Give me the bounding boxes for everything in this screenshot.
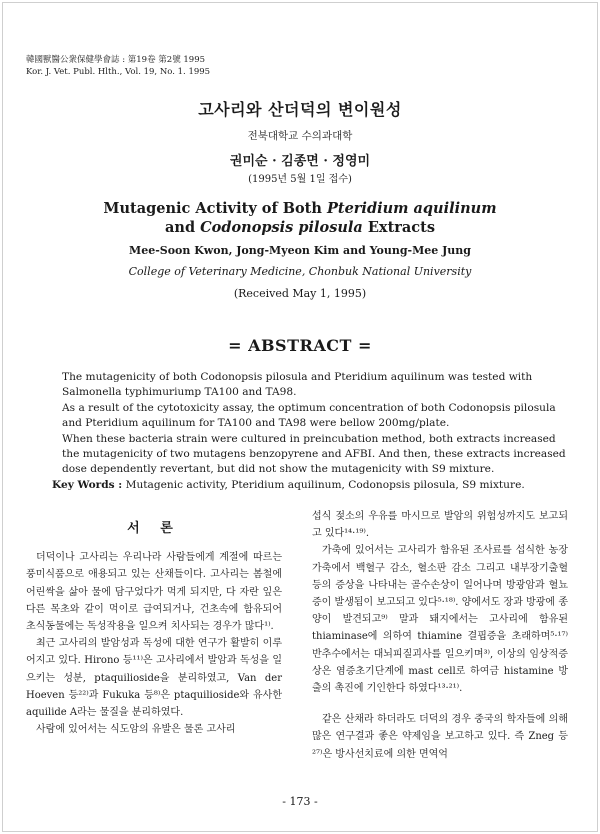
title-en-and: and — [165, 219, 201, 236]
authors-korean: 권미순 · 김종면 · 정영미 — [229, 154, 371, 169]
body-paragraph: 가축에 있어서는 고사리가 함유된 조사료를 섭식한 농장가축에서 백혈구 감소, 혈소판 감소 그리고 내부장기출혈 등의 증상을 나타내는 골수손상이 일어나며 방광암과 혈뇨증이 발생됨이 보고되고 있다⁵·¹⁸⁾. 양에서도 장과 방광에 종양이 발견되고⁹⁾ 말과 돼지에서는 고사리에 함유된 thiaminase에 의하여 thiamine 결핍증을 초래하며⁵·¹⁷⁾ 반추수에서는 대뇌피질괴사를 일으키며³⁾, 이상의 임상적증상은 염증초기단계에 mast cell로 하여금 histamine 방출의 촉진에 기인한다 하였다¹³·²¹⁾. — [312, 545, 568, 695]
received-korean: (1995년 5월 1일 접수) — [248, 174, 352, 185]
body-paragraph: 사람에 있어서는 식도암의 유발은 물론 고사리 — [36, 724, 236, 736]
title-english-line2 — [0, 219, 600, 236]
page-number: - 173 - — [282, 795, 318, 808]
abstract-paragraph: As a result of the cytotoxicity assay, the optimum concentration of both Codonopsis pilosula and Pteridium aquilinum for TA100 and TA98 were bellow 200mg/plate. — [62, 401, 556, 430]
title-english-line1 — [0, 200, 600, 217]
left-column — [26, 520, 282, 738]
received-english: (Received May 1, 1995) — [233, 287, 367, 300]
title-en-text: Mutagenic Activity of Both — [103, 200, 327, 217]
journal-line-en: Kor. J. Vet. Publ. Hlth., Vol. 19, No. 1. 1995 — [26, 67, 211, 77]
title-en-extracts: Extracts — [362, 219, 435, 236]
keywords-label: Key Words : — [52, 479, 123, 491]
keywords-text: Mutagenic activity, Pteridium aquilinum, Codonopsis pilosula, S9 mixture. — [125, 479, 525, 491]
body-paragraph: 더덕이나 고사리는 우리나라 사람들에게 계절에 따르는 풍미식품으로 애용되고 있는 산채들이다. 고사리는 봄철에 어린싹을 삶아 물에 담구었다가 먹게 되지만, 다 자란 잎은 다른 목초와 같이 먹이로 급여되거나, 건초속에 함유되어 초식동물에는 독성작용을 일으켜 치사되는 경우가 많다¹⁾. — [26, 552, 282, 633]
abstract-paragraph: When these bacteria strain were cultured in preincubation method, both extracts increased the mutagenicity of two mutagens benzopyrene and AFBI. And then, these extracts increased dose dependently revertant, but did not show the mutagenicity with S9 mixture. — [62, 432, 566, 476]
keywords — [52, 478, 582, 492]
abstract-heading: = ABSTRACT = — [228, 336, 372, 355]
journal-line-ko: 韓國獸醫公衆保健學會誌 : 第19卷 第2號 1995 — [26, 55, 206, 65]
journal-header — [26, 54, 210, 78]
authors-english: Mee-Soon Kwon, Jong-Myeon Kim and Young-Mee Jung — [129, 244, 471, 257]
body-paragraph: 최근 고사리의 발암성과 독성에 대한 연구가 활발히 이루어지고 있다. Hirono 등¹¹⁾은 고사리에서 발암과 독성을 일으키는 성분, ptaquilioside을 분리하였고, Van der Hoeven 등²²⁾과 Fukuka 등⁸⁾은 ptaquilioside와 유사한 aquilide A라는 물질을 분리하였다. — [26, 638, 282, 719]
body-paragraph: 같은 산채라 하더라도 더덕의 경우 중국의 학자들에 의해 많은 연구결과 좋은 약제임을 보고하고 있다. 즉 Zneg 등²⁷⁾은 방사선치료에 의한 면역억 — [312, 714, 568, 760]
affiliation-english: College of Veterinary Medicine, Chonbuk National University — [128, 265, 472, 278]
affiliation-korean: 전북대학교 수의과대학 — [247, 130, 353, 142]
right-column — [312, 508, 568, 763]
abstract-body — [62, 370, 574, 478]
title-en-species1: Pteridium aquilinum — [326, 200, 497, 217]
body-paragraph: 섭식 젖소의 우유를 마시므로 발암의 위험성까지도 보고되고 있다¹⁴·¹⁹⁾. — [312, 511, 568, 540]
title-en-species2: Codonopsis pilosula — [200, 219, 363, 236]
abstract-paragraph: The mutagenicity of both Codonopsis pilosula and Pteridium aquilinum was tested with Salmonella typhimuriump TA100 and TA98. — [62, 371, 533, 399]
section-heading-intro: 서 론 — [127, 521, 181, 536]
title-korean: 고사리와 산더덕의 변이원성 — [198, 100, 402, 119]
